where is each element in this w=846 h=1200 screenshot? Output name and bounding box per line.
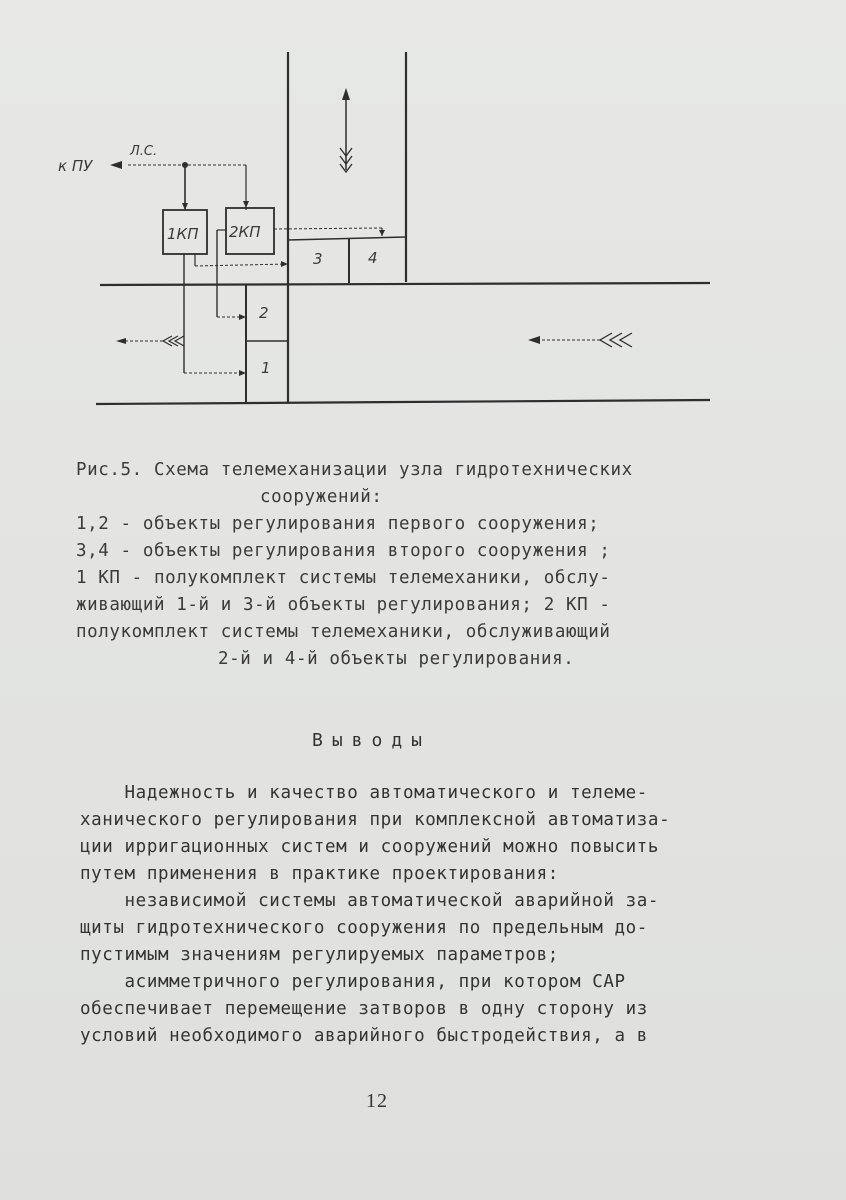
telemechanization-diagram <box>0 0 846 440</box>
caption-title: Рис.5. Схема телемеханизации узла гидротехнических <box>76 460 633 480</box>
object-1-label: 1 <box>261 359 271 377</box>
section-heading: Выводы <box>312 730 432 751</box>
caption-item: 2-й и 4-й объекты регулирования. <box>218 649 575 669</box>
body-line: независимой системы автоматической аварийной за- <box>80 891 660 911</box>
to-control-point-label: к ПУ <box>58 157 93 175</box>
body-line: Надежность и качество автоматического и телеме- <box>80 783 648 803</box>
body-line: асимметричного регулирования, при котором САР <box>80 972 626 992</box>
object-4-label: 4 <box>368 249 378 267</box>
body-line: обеспечивает перемещение затворов в одну сторону из <box>80 999 648 1019</box>
object-3-label: 3 <box>313 250 323 268</box>
caption-item: 1 КП - полукомплект системы телемеханики, обслу- <box>76 568 611 588</box>
body-line: ции ирригационных систем и сооружений можно повысить <box>80 837 660 857</box>
kp2-label: 2КП <box>229 223 261 241</box>
caption-item: 1,2 - объекты регулирования первого сооружения; <box>76 514 600 534</box>
communication-line-label: Л.С. <box>130 144 158 159</box>
object-2-label: 2 <box>259 304 269 322</box>
body-line: путем применения в практике проектирования: <box>80 864 559 884</box>
kp1-label: 1КП <box>167 225 199 243</box>
body-line: условий необходимого аварийного быстродействия, а в <box>80 1026 648 1046</box>
body-line: щиты гидротехнического сооружения по предельным до- <box>80 918 648 938</box>
caption-title-continued: сооружений: <box>260 487 383 507</box>
caption-item: полукомплект системы телемеханики, обслуживающий <box>76 622 611 642</box>
caption-item: живающий 1-й и 3-й объекты регулирования; 2 КП - <box>76 595 611 615</box>
body-line: пустимым значениям регулируемых параметров; <box>80 945 559 965</box>
caption-item: 3,4 - объекты регулирования второго сооружения ; <box>76 541 611 561</box>
body-line: ханического регулирования при комплексной автоматиза- <box>80 810 671 830</box>
page-number: 12 <box>366 1090 388 1112</box>
